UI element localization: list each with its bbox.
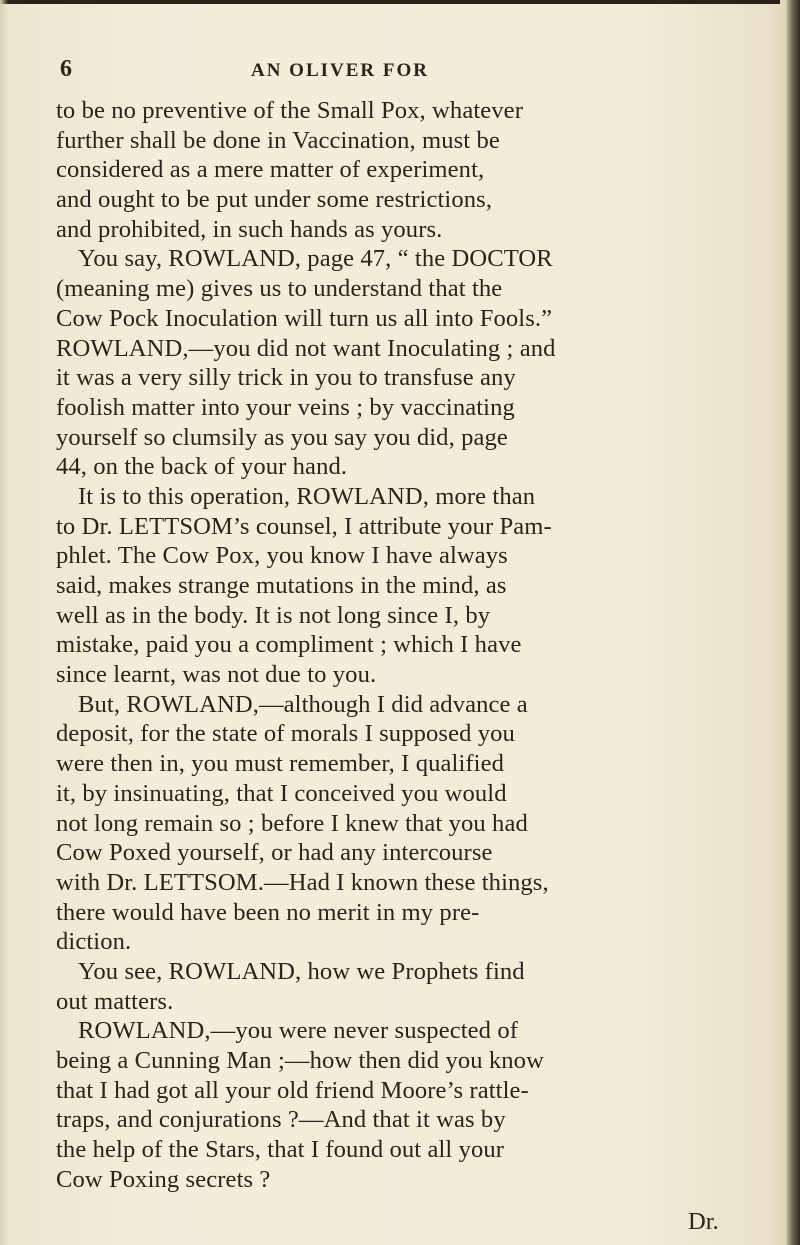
text-line: But, ROWLAND,—although I did advance a	[78, 690, 528, 718]
text-line: It is to this operation, ROWLAND, more than	[78, 482, 536, 510]
text-line: and ought to be put under some restrictions,	[56, 186, 493, 214]
text-line: diction.	[56, 928, 132, 956]
text-line: mistake, paid you a compliment ; which I have	[56, 631, 522, 659]
text-line: said, makes strange mutations in the mind, as	[56, 572, 507, 599]
text-line: You see, ROWLAND, how we Prophets find	[78, 957, 525, 985]
gutter-shadow	[0, 0, 8, 1245]
body-text	[56, 96, 760, 1194]
page-number: 6	[60, 56, 72, 82]
text-line: it, by insinuating, that I conceived you would	[56, 779, 507, 807]
text-line: since learnt, was not due to you.	[56, 661, 377, 689]
text-line: further shall be done in Vaccination, must be	[56, 126, 500, 154]
text-line: considered as a mere matter of experiment,	[56, 156, 485, 184]
text-line: Cow Pock Inoculation will turn us all into Fools.”	[56, 304, 553, 332]
text-line: 44, on the back of your hand.	[56, 453, 348, 481]
text-line: it was a very silly trick in you to transfuse any	[56, 364, 516, 392]
catchword: Dr.	[688, 1208, 719, 1235]
page-header	[60, 56, 760, 92]
text-line: being a Cunning Man ;—how then did you know	[56, 1047, 544, 1074]
running-head: AN OLIVER FOR	[250, 60, 429, 81]
text-line: You say, ROWLAND, page 47, “ the DOCTOR	[78, 245, 553, 273]
top-border-rule	[0, 0, 780, 4]
page-edge-shadow	[786, 0, 800, 1245]
text-line: were then in, you must remember, I qualified	[56, 750, 505, 778]
text-line: yourself so clumsily as you say you did, page	[56, 423, 508, 451]
text-line: the help of the Stars, that I found out all your	[56, 1136, 505, 1164]
text-line: to be no preventive of the Small Pox, whatever	[56, 97, 523, 124]
text-line: and prohibited, in such hands as yours.	[56, 215, 443, 243]
text-line: ROWLAND,—you did not want Inoculating ; and	[56, 334, 556, 362]
text-line: there would have been no merit in my pre-	[56, 898, 480, 926]
text-line: that I had got all your old friend Moore’s rattle-	[56, 1076, 529, 1104]
text-line: traps, and conjurations ?—And that it was by	[56, 1106, 506, 1134]
text-line: well as in the body. It is not long since I, by	[56, 601, 491, 629]
text-line: Cow Poxed yourself, or had any intercourse	[56, 839, 493, 867]
text-line: deposit, for the state of morals I supposed you	[56, 720, 515, 748]
text-line: ROWLAND,—you were never suspected of	[78, 1017, 519, 1045]
text-line: foolish matter into your veins ; by vaccinating	[56, 393, 515, 421]
text-line: to Dr. LETTSOM’s counsel, I attribute your Pam-	[56, 512, 552, 540]
text-line: (meaning me) gives us to understand that the	[56, 275, 503, 303]
text-line: not long remain so ; before I knew that you had	[56, 809, 528, 837]
text-line: out matters.	[56, 987, 174, 1015]
text-line: with Dr. LETTSOM.—Had I known these things,	[56, 868, 549, 896]
text-line: Cow Poxing secrets ?	[56, 1165, 271, 1193]
text-line: phlet. The Cow Pox, you know I have always	[56, 542, 508, 570]
